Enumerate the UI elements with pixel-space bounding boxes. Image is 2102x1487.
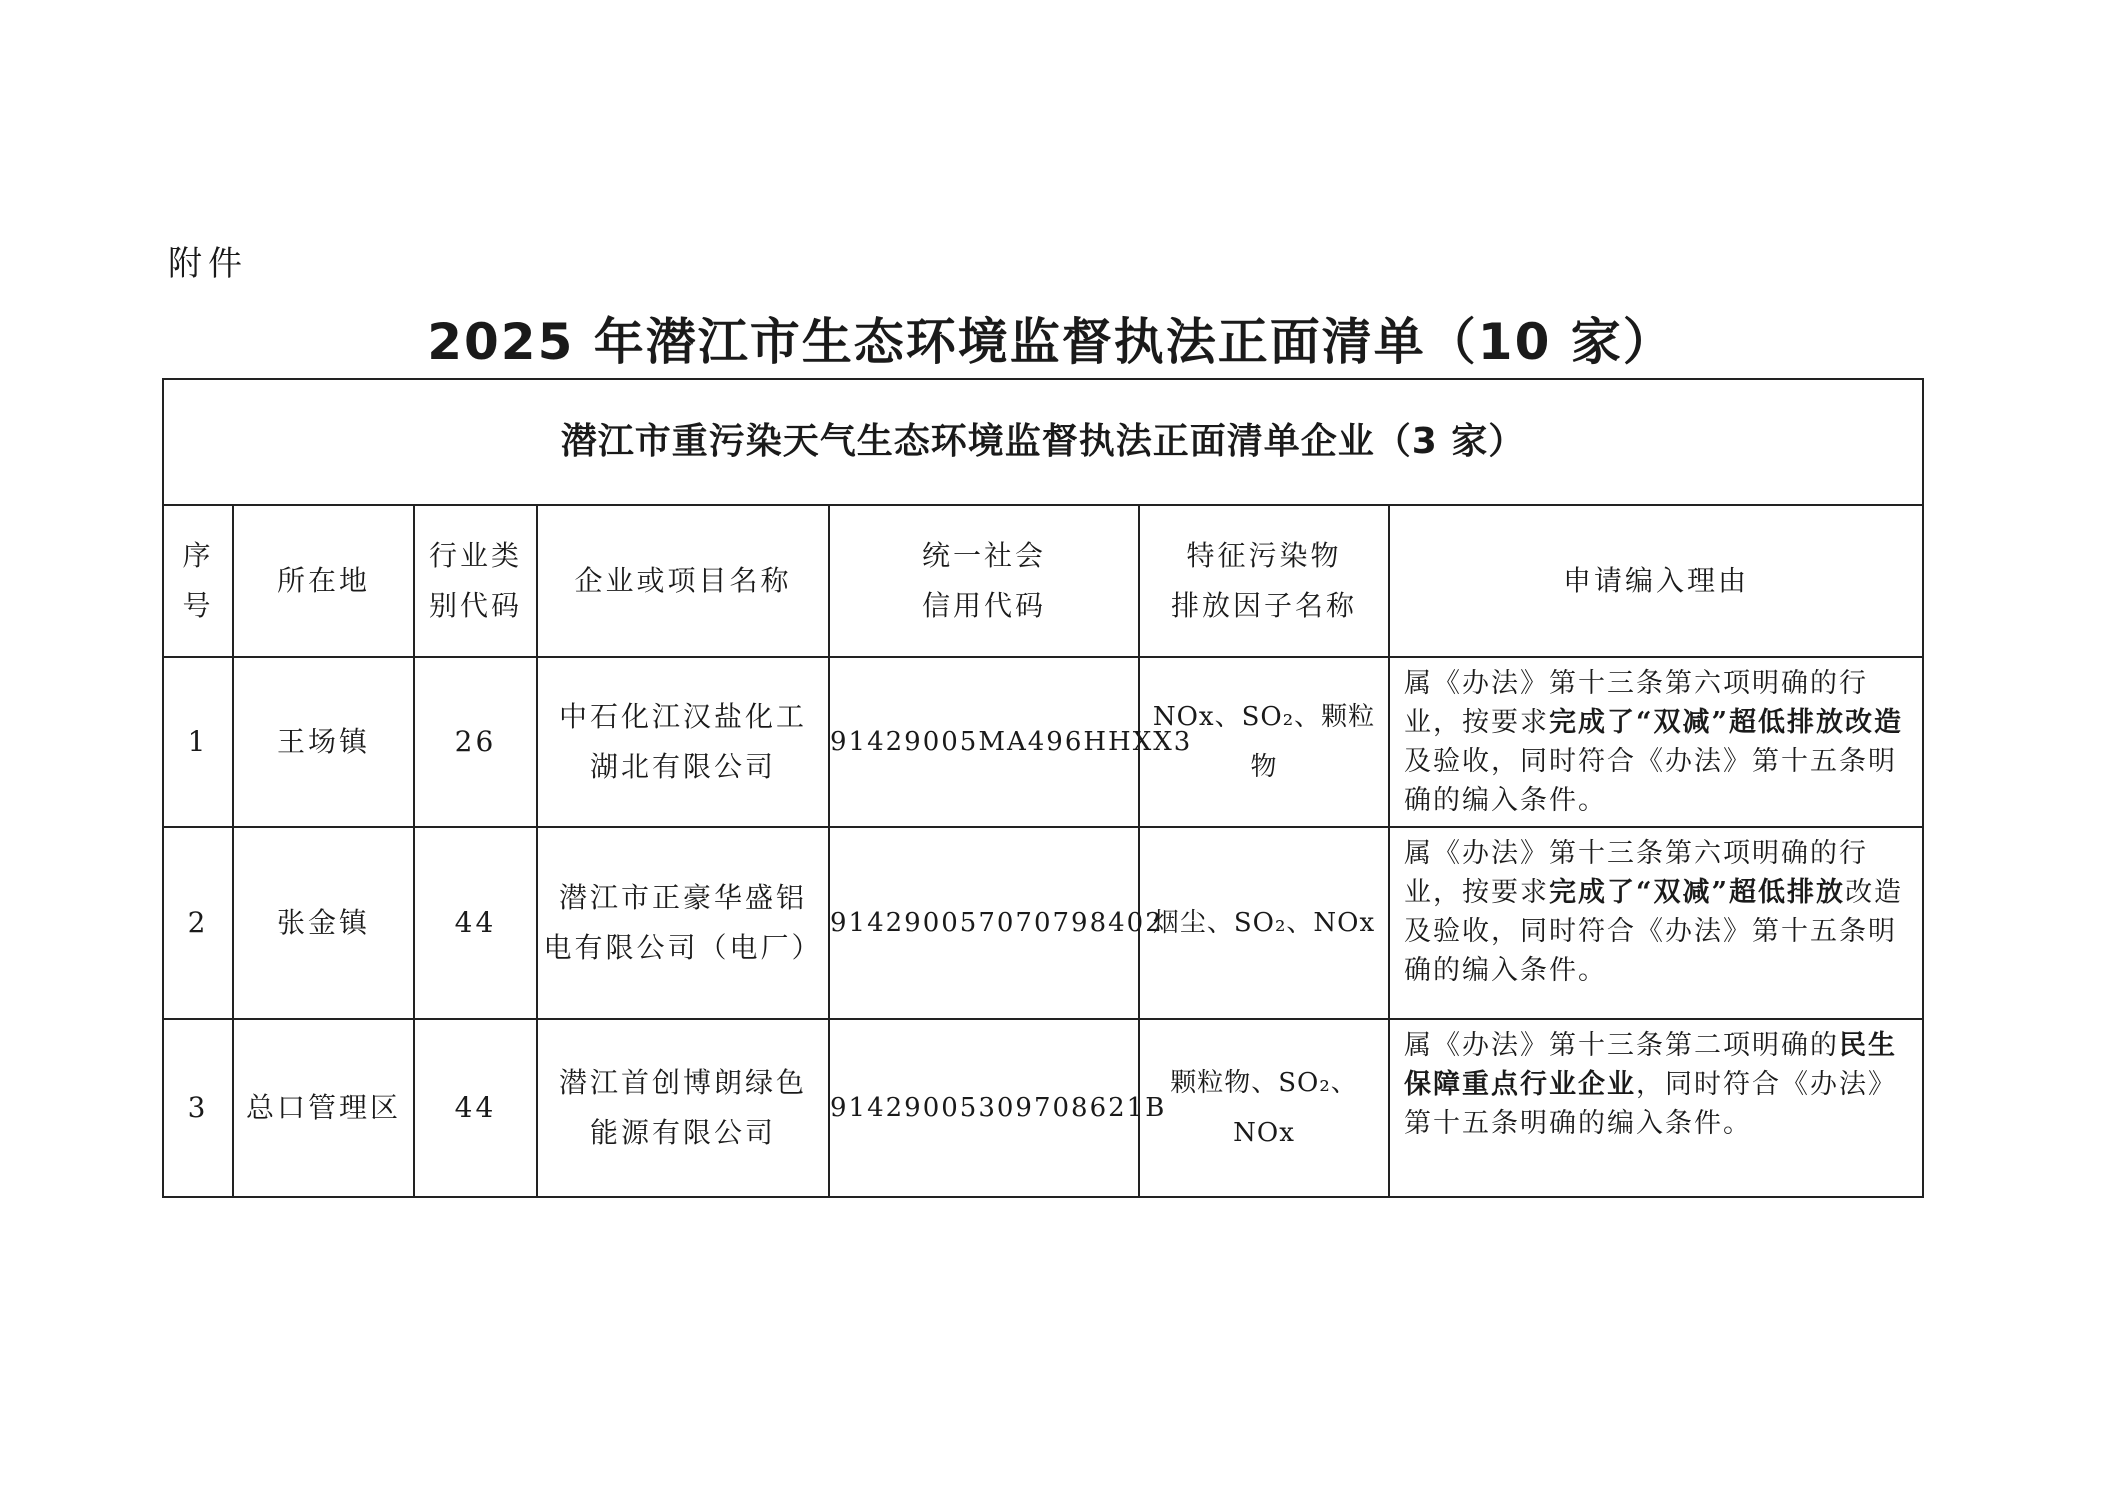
row-seq: 2 <box>163 827 233 1019</box>
header-credit-code-line-1: 统一社会 <box>921 539 1046 572</box>
table-header-row <box>163 505 1923 657</box>
row-location: 总口管理区 <box>233 1019 414 1197</box>
header-seq-line-2: 号 <box>182 589 214 622</box>
row-name-line-1: 潜江首创博朗绿色 <box>558 1066 807 1099</box>
reason-highlight: 完成了“双减”超低排放 <box>1549 877 1846 908</box>
row-industry-code: 26 <box>414 657 537 827</box>
row-name-line-1: 中石化江汉盐化工 <box>558 700 807 733</box>
row-name-line-2: 电有限公司（电厂） <box>543 931 823 964</box>
row-industry-code: 44 <box>414 1019 537 1197</box>
header-industry-code-line-2: 别代码 <box>428 589 522 622</box>
row-pollutants: NOx、SO₂、颗粒物 <box>1139 657 1389 827</box>
row-name <box>537 827 829 1019</box>
header-pollutants-line-1: 特征污染物 <box>1186 539 1342 572</box>
row-name-line-1: 潜江市正豪华盛铝 <box>558 881 807 914</box>
reason-text-1: 属《办法》第十三条第二项明确的 <box>1404 1030 1839 1061</box>
header-reason: 申请编入理由 <box>1389 505 1923 657</box>
table-row <box>163 827 1923 1019</box>
row-location: 王场镇 <box>233 657 414 827</box>
header-industry-code <box>414 505 537 657</box>
row-credit-code: 91429005309708621B <box>829 1019 1139 1197</box>
row-name-line-2: 湖北有限公司 <box>589 750 776 783</box>
table-row <box>163 1019 1923 1197</box>
header-industry-code-line-1: 行业类 <box>428 539 522 572</box>
row-seq: 3 <box>163 1019 233 1197</box>
row-pollutants: 烟尘、SO₂、NOx <box>1139 827 1389 1019</box>
reason-text-2: ，同时符合《办法》第十五条明确的编入条件。 <box>1404 1069 1897 1139</box>
reason-text-1: 属《办法》第十三条第六项明确的行业，按要求 <box>1404 838 1868 908</box>
attachment-label: 附件 <box>168 244 248 284</box>
row-reason <box>1389 827 1923 1019</box>
header-seq <box>163 505 233 657</box>
reason-text-2: 及验收，同时符合《办法》第十五条明确的编入条件。 <box>1404 746 1897 816</box>
section-title: 潜江市重污染天气生态环境监督执法正面清单企业（3 家） <box>163 379 1923 505</box>
row-seq: 1 <box>163 657 233 827</box>
row-credit-code: 914290057070798402 <box>829 827 1139 1019</box>
row-pollutants: 颗粒物、SO₂、NOx <box>1139 1019 1389 1197</box>
header-pollutants-line-2: 排放因子名称 <box>1170 589 1357 622</box>
header-credit-code-line-2: 信用代码 <box>921 589 1046 622</box>
document-title: 2025 年潜江市生态环境监督执法正面清单（10 家） <box>427 313 1675 371</box>
header-pollutants <box>1139 505 1389 657</box>
header-seq-line-1: 序 <box>182 539 214 572</box>
row-name <box>537 657 829 827</box>
row-industry-code: 44 <box>414 827 537 1019</box>
reason-text-2: 改造及验收，同时符合《办法》第十五条明确的编入条件。 <box>1404 877 1904 986</box>
reason-text-1: 属《办法》第十三条第六项明确的行业，按要求 <box>1404 668 1868 738</box>
table-row <box>163 657 1923 827</box>
header-credit-code <box>829 505 1139 657</box>
reason-highlight: 完成了“双减”超低排放改造 <box>1549 707 1904 738</box>
row-name-line-2: 能源有限公司 <box>589 1116 776 1149</box>
row-credit-code: 91429005MA496HHXX3 <box>829 657 1139 827</box>
positive-list-table <box>162 378 1924 1198</box>
row-reason <box>1389 1019 1923 1197</box>
header-name: 企业或项目名称 <box>537 505 829 657</box>
header-location: 所在地 <box>233 505 414 657</box>
section-title-row <box>163 379 1923 505</box>
reason-highlight: 民生保障重点行业企业 <box>1404 1030 1897 1100</box>
row-location: 张金镇 <box>233 827 414 1019</box>
row-reason <box>1389 657 1923 827</box>
row-name <box>537 1019 829 1197</box>
